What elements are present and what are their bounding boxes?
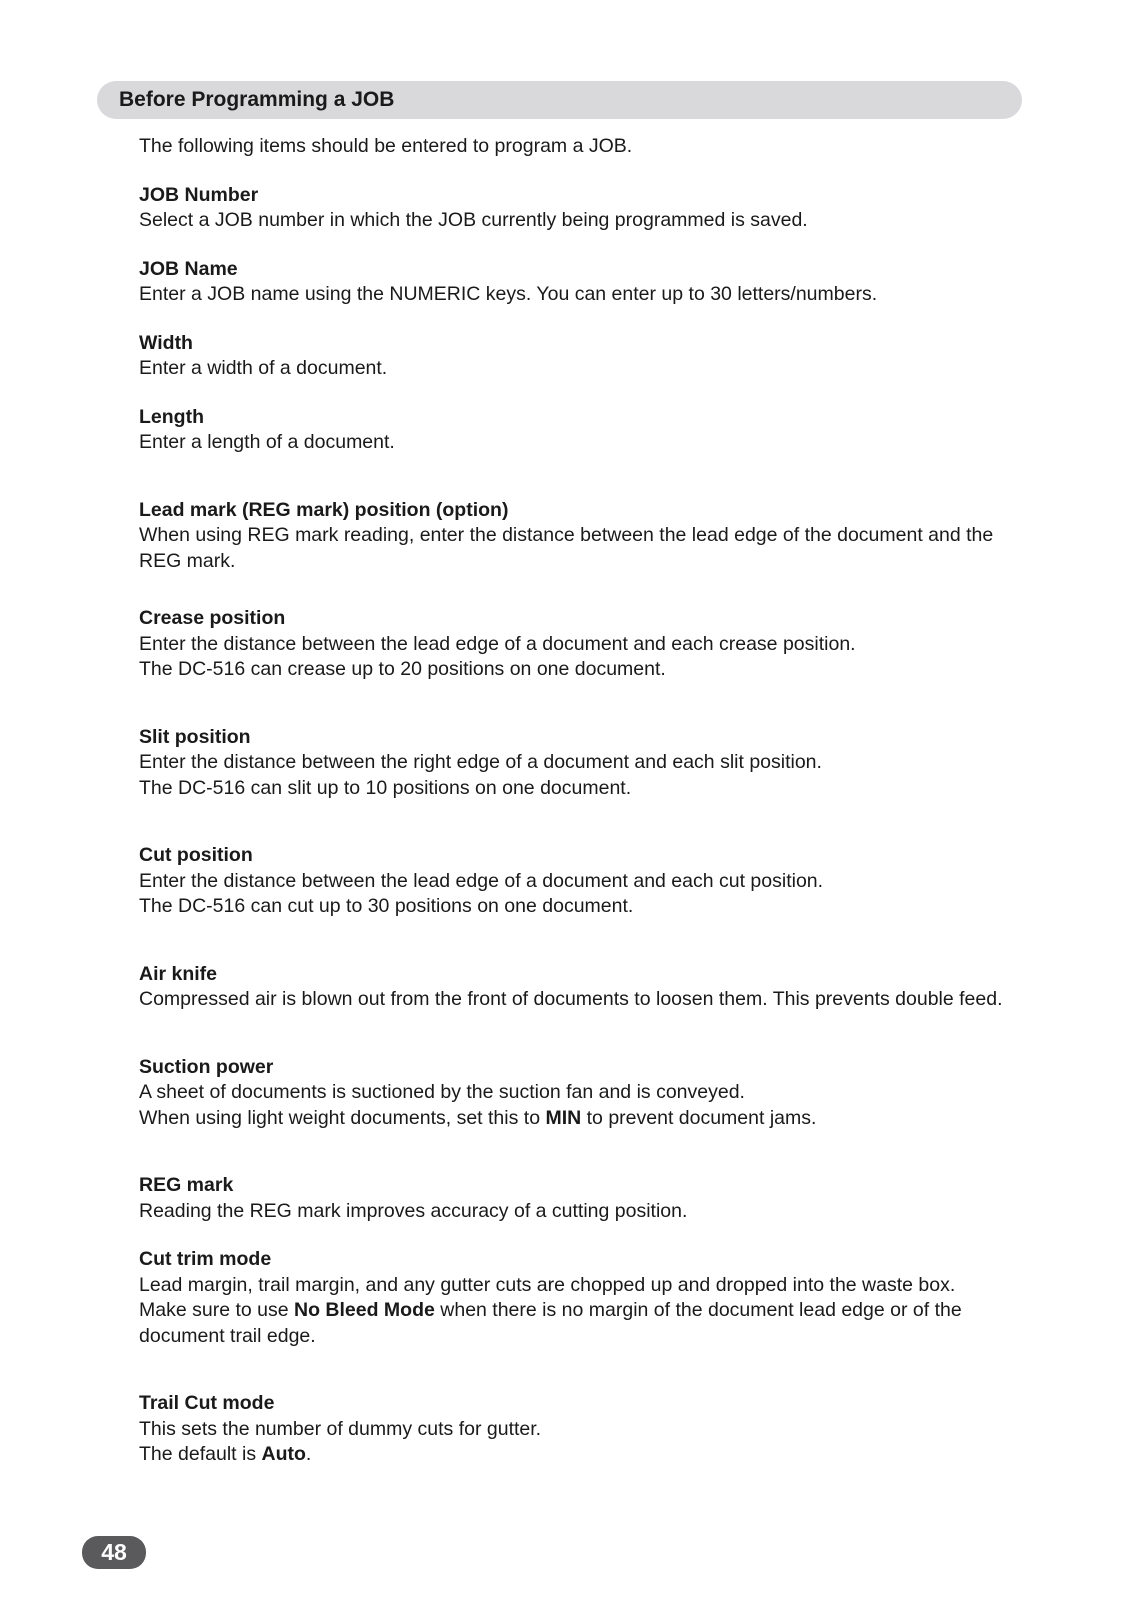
text-segment: when there is no margin of the document lead edge or of the document trail edge. bbox=[139, 1299, 962, 1347]
item-job-name bbox=[139, 257, 1027, 308]
item-description: Enter a JOB name using the NUMERIC keys. You can enter up to 30 letters/numbers. bbox=[139, 283, 878, 305]
content-body bbox=[139, 134, 1027, 1468]
item-title: Cut position bbox=[139, 844, 253, 866]
item-description: Enter a width of a document. bbox=[139, 357, 388, 379]
item-length bbox=[139, 405, 1027, 456]
item-description-line-1: Lead margin, trail margin, and any gutter cuts are chopped up and dropped into the waste box. bbox=[139, 1273, 956, 1296]
item-title: Width bbox=[139, 331, 193, 354]
intro-text: The following items should be entered to program a JOB. bbox=[139, 135, 633, 157]
item-description-line-2: The DC-516 can crease up to 20 positions on one document. bbox=[139, 658, 666, 680]
item-job-number bbox=[139, 183, 1027, 234]
item-description: Select a JOB number in which the JOB currently being programmed is saved. bbox=[139, 209, 808, 231]
emphasis-text: Auto bbox=[261, 1443, 306, 1465]
item-description-line-2 bbox=[139, 1106, 1027, 1132]
item-slit-position bbox=[139, 725, 1027, 802]
item-description: Compressed air is blown out from the front of documents to loosen them. This prevents double feed. bbox=[139, 988, 1003, 1010]
item-description-line-1: Enter the distance between the lead edge of a document and each crease position. bbox=[139, 632, 856, 655]
item-description-line-1: This sets the number of dummy cuts for gutter. bbox=[139, 1417, 542, 1440]
text-segment: Make sure to use bbox=[139, 1299, 294, 1321]
item-lead-mark-position bbox=[139, 498, 1027, 575]
text-segment: When using light weight documents, set this to bbox=[139, 1106, 546, 1129]
text-segment: The default is bbox=[139, 1443, 262, 1465]
item-reg-mark bbox=[139, 1173, 1027, 1224]
page-number: 48 bbox=[101, 1539, 127, 1565]
item-description: Enter a length of a document. bbox=[139, 431, 395, 453]
item-description-line-2: The DC-516 can slit up to 10 positions on one document. bbox=[139, 776, 632, 799]
item-cut-trim-mode bbox=[139, 1247, 1027, 1349]
emphasis-text: MIN bbox=[545, 1106, 582, 1129]
item-title: Slit position bbox=[139, 725, 251, 748]
item-title: JOB Number bbox=[139, 183, 259, 206]
item-title: Cut trim mode bbox=[139, 1248, 272, 1270]
item-title: Suction power bbox=[139, 1055, 274, 1078]
section-header bbox=[97, 81, 1022, 119]
item-title: JOB Name bbox=[139, 257, 238, 280]
emphasis-text: No Bleed Mode bbox=[294, 1299, 435, 1321]
item-title: Crease position bbox=[139, 607, 286, 629]
item-description: When using REG mark reading, enter the distance between the lead edge of the document and the REG mark. bbox=[139, 524, 994, 572]
item-air-knife bbox=[139, 962, 1027, 1013]
text-segment: . bbox=[305, 1443, 312, 1465]
text-segment: to prevent document jams. bbox=[581, 1106, 817, 1129]
item-title: Trail Cut mode bbox=[139, 1392, 275, 1414]
item-description-line-1: A sheet of documents is suctioned by the suction fan and is conveyed. bbox=[139, 1081, 745, 1103]
item-description-line-2 bbox=[139, 1442, 1027, 1468]
item-description-line-2: The DC-516 can cut up to 30 positions on one document. bbox=[139, 895, 634, 917]
item-title: Air knife bbox=[139, 962, 218, 985]
item-cut-position bbox=[139, 843, 1027, 920]
item-description-line-2 bbox=[139, 1298, 1027, 1349]
item-title: Lead mark (REG mark) position (option) bbox=[139, 498, 509, 521]
item-description-line-1: Enter the distance between the lead edge of a document and each cut position. bbox=[139, 869, 824, 892]
item-description: Reading the REG mark improves accuracy of a cutting position. bbox=[139, 1199, 688, 1222]
item-title: Length bbox=[139, 405, 204, 428]
item-description-line-1: Enter the distance between the right edge of a document and each slit position. bbox=[139, 751, 822, 773]
section-title: Before Programming a JOB bbox=[119, 88, 395, 111]
item-suction-power bbox=[139, 1055, 1027, 1132]
item-width bbox=[139, 331, 1027, 382]
item-crease-position bbox=[139, 606, 1027, 683]
item-title: REG mark bbox=[139, 1174, 234, 1196]
page-number-badge bbox=[82, 1536, 146, 1569]
item-trail-cut-mode bbox=[139, 1391, 1027, 1468]
